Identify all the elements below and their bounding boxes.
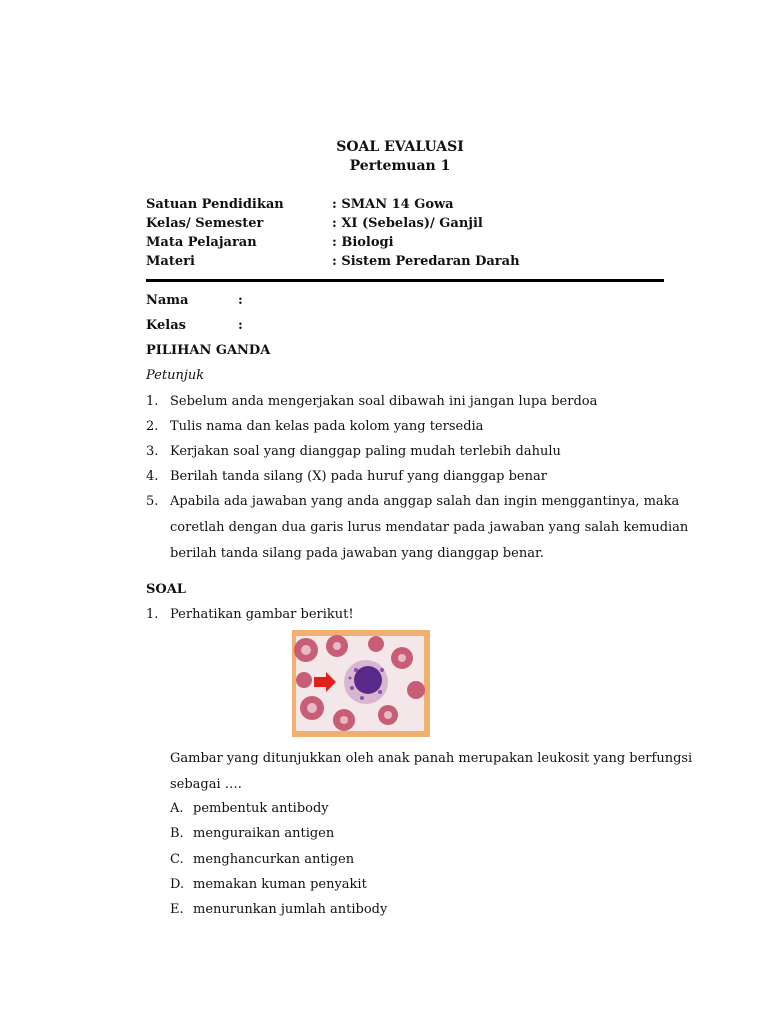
section-heading-pilihan-ganda: PILIHAN GANDA: [146, 343, 271, 358]
info-label-kelas: Kelas/ Semester: [146, 216, 264, 231]
leukocyte-image: [292, 630, 430, 737]
instruction-label: Petunjuk: [146, 368, 205, 383]
nama-colon: :: [238, 293, 243, 308]
option-letter: D.: [170, 877, 185, 892]
option-letter: E.: [170, 902, 184, 917]
instruction-text: Kerjakan soal yang dianggap paling mudah terlebih dahulu: [170, 444, 561, 459]
info-label-satuan: Satuan Pendidikan: [146, 197, 284, 212]
instruction-text: Tulis nama dan kelas pada kolom yang tersedia: [170, 419, 484, 434]
instruction-text: berilah tanda silang pada jawaban yang dianggap benar.: [170, 546, 544, 561]
info-value-materi: : Sistem Peredaran Darah: [332, 254, 520, 269]
instruction-number: 3.: [146, 444, 159, 459]
page-title: SOAL EVALUASI: [336, 139, 464, 155]
option-text: pembentuk antibody: [193, 801, 329, 816]
divider-rule: [146, 279, 664, 282]
instruction-text: coretlah dengan dua garis lurus mendatar pada jawaban yang salah kemudian: [170, 520, 689, 535]
instruction-number: 4.: [146, 469, 159, 484]
info-value-mapel: : Biologi: [332, 235, 394, 250]
info-value-satuan: : SMAN 14 Gowa: [332, 197, 454, 212]
instruction-number: 5.: [146, 494, 159, 509]
instruction-number: 1.: [146, 394, 159, 409]
info-label-mapel: Mata Pelajaran: [146, 235, 257, 250]
option-letter: A.: [170, 801, 184, 816]
info-label-materi: Materi: [146, 254, 195, 269]
instruction-text: Berilah tanda silang (X) pada huruf yang dianggap benar: [170, 469, 547, 484]
question-stem: Gambar yang ditunjukkan oleh anak panah merupakan leukosit yang berfungsi: [170, 751, 693, 766]
option-text: menghancurkan antigen: [193, 852, 355, 867]
option-text: menurunkan jumlah antibody: [193, 902, 388, 917]
section-heading-soal: SOAL: [146, 582, 186, 597]
instruction-number: 2.: [146, 419, 159, 434]
question-number: 1.: [146, 607, 159, 622]
page-subtitle: Pertemuan 1: [349, 158, 451, 174]
instruction-text: Apabila ada jawaban yang anda anggap salah dan ingin menggantinya, maka: [170, 494, 680, 509]
kelas-label: Kelas: [146, 318, 186, 333]
option-letter: B.: [170, 826, 184, 841]
info-value-kelas: : XI (Sebelas)/ Ganjil: [332, 216, 483, 231]
question-prompt: Perhatikan gambar berikut!: [170, 607, 354, 622]
instruction-text: Sebelum anda mengerjakan soal dibawah ini jangan lupa berdoa: [170, 394, 598, 409]
option-text: menguraikan antigen: [193, 826, 335, 841]
option-text: memakan kuman penyakit: [193, 877, 367, 892]
question-stem: sebagai ….: [170, 777, 242, 792]
option-letter: C.: [170, 852, 184, 867]
kelas-colon: :: [238, 318, 243, 333]
nama-label: Nama: [146, 293, 189, 308]
